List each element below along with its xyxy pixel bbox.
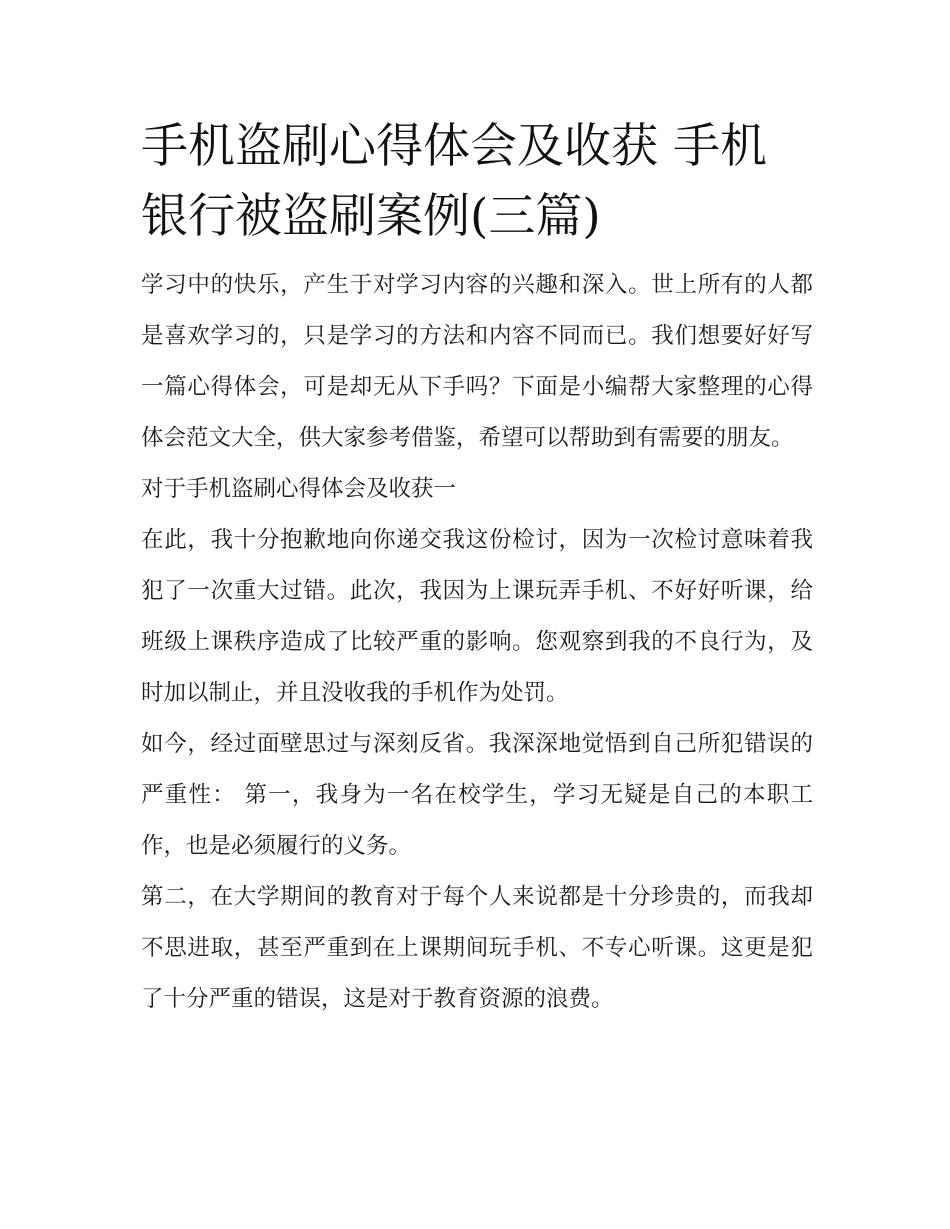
- section-heading: 对于手机盗刷心得体会及收获一: [141, 476, 457, 502]
- document-body: [141, 112, 813, 1025]
- body-paragraph: 如今，经过面壁思过与深刻反省。我深深地觉悟到自己所犯错误的严重性： 第一，我身为一名在校学生，学习无疑是自己的本职工作，也是必须履行的义务。: [141, 731, 813, 859]
- body-paragraph: 第二，在大学期间的教育对于每个人来说都是十分珍贵的，而我却不思进取，甚至严重到在上课期间玩手机、不专心听课。这更是犯了十分严重的错误，这是对于教育资源的浪费。: [141, 884, 813, 1012]
- document-title: 手机盗刷心得体会及收获 手机银行被盗刷案例(三篇): [141, 119, 767, 244]
- body-paragraph: 在此，我十分抱歉地向你递交我这份检讨，因为一次检讨意味着我犯了一次重大过错。此次，我因为上课玩弄手机、不好好听课，给班级上课秩序造成了比较严重的影响。您观察到我的不良行为，及时加以制止，并且没收我的手机作为处罚。: [141, 527, 813, 706]
- intro-paragraph: 学习中的快乐，产生于对学习内容的兴趣和深入。世上所有的人都是喜欢学习的，只是学习的方法和内容不同而已。我们想要好好写一篇心得体会，可是却无从下手吗？下面是小编帮大家整理的心得体会范文大全，供大家参考借鉴，希望可以帮助到有需要的朋友。: [141, 272, 813, 451]
